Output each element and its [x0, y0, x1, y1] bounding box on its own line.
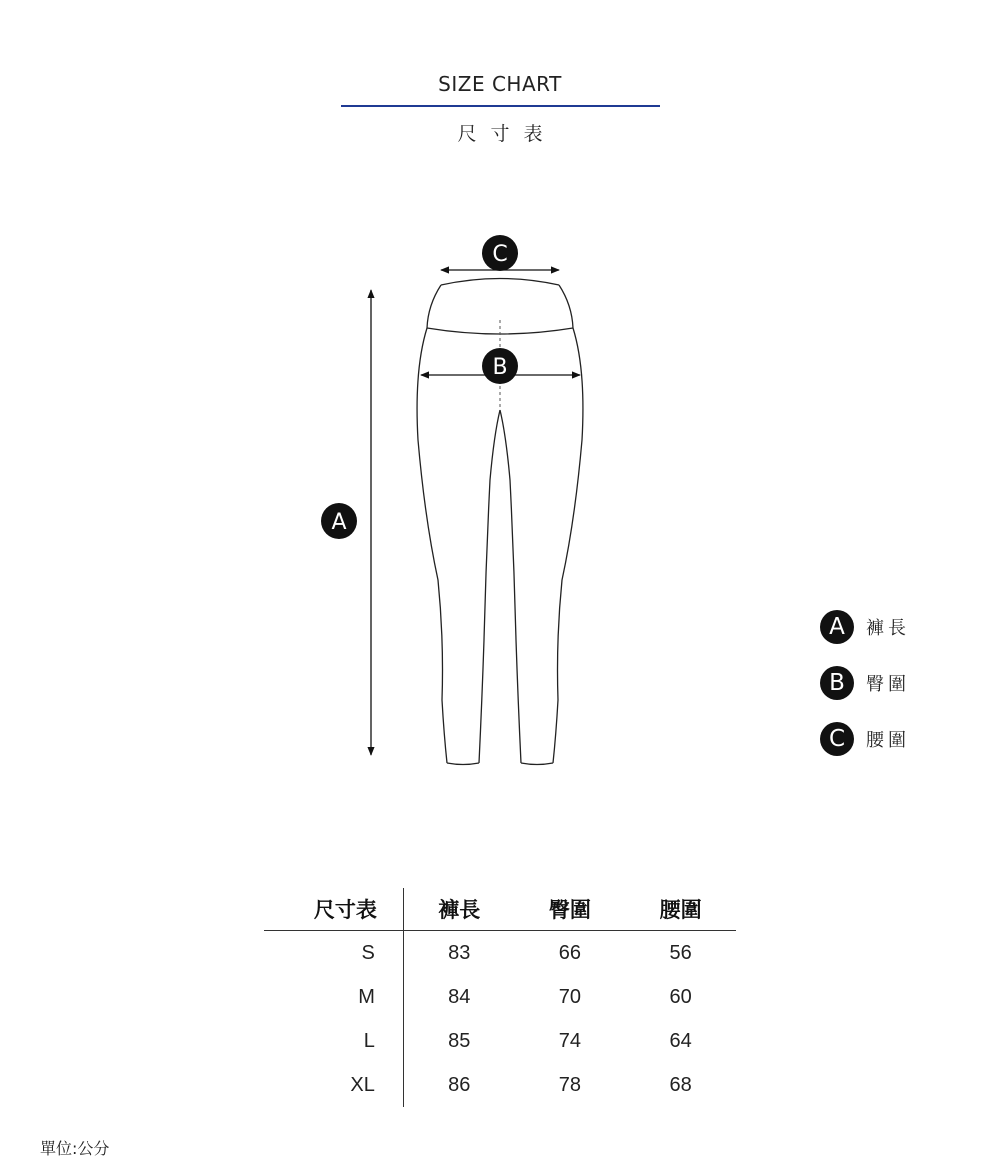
legend-badge-b: B	[820, 666, 854, 700]
page-subtitle: 尺寸表	[457, 123, 557, 145]
legend-label-c: 腰圍	[866, 730, 910, 751]
header-length: 褲長	[403, 888, 514, 931]
table-row	[264, 975, 736, 1019]
legend-label-a: 褲長	[866, 618, 910, 639]
cell-waist: 68	[669, 1073, 692, 1096]
table-row	[264, 1063, 736, 1107]
cell-waist: 60	[669, 985, 692, 1008]
cell-length: 85	[448, 1029, 471, 1052]
cell-hip: 78	[558, 1073, 582, 1096]
badge-a	[321, 503, 357, 539]
cell-size: S	[264, 931, 403, 976]
measurement-legend	[820, 610, 940, 778]
size-table	[264, 888, 736, 1107]
badge-c-label: C	[492, 242, 508, 267]
cell-size: L	[264, 1019, 403, 1063]
cell-hip: 74	[558, 1029, 582, 1052]
cell-waist: 64	[669, 1029, 692, 1052]
legend-item-c	[820, 722, 940, 756]
table-row	[264, 931, 736, 976]
table-row	[264, 1019, 736, 1063]
cell-waist: 56	[669, 941, 692, 964]
cell-size: XL	[264, 1063, 403, 1107]
badge-b-label: B	[492, 355, 508, 380]
legend-label-b: 臀圍	[866, 674, 910, 695]
legend-item-a	[820, 610, 940, 644]
badge-c	[482, 235, 518, 271]
table-header-row	[264, 888, 736, 931]
cell-length: 84	[448, 985, 471, 1008]
cell-hip: 70	[558, 985, 582, 1008]
badge-b	[482, 348, 518, 384]
cell-hip: 66	[558, 941, 582, 964]
header-size: 尺寸表	[264, 888, 403, 931]
legend-badge-c: C	[820, 722, 854, 756]
header-hip: 臀圍	[515, 888, 626, 931]
cell-length: 83	[448, 941, 471, 964]
unit-note: 單位:公分	[40, 1139, 110, 1158]
page-title: SIZE CHART	[438, 72, 562, 96]
cell-size: M	[264, 975, 403, 1019]
legend-item-b	[820, 666, 940, 700]
cell-length: 86	[448, 1073, 471, 1096]
badge-a-label: A	[331, 510, 347, 535]
legend-badge-a: A	[820, 610, 854, 644]
header-waist: 腰圍	[625, 888, 736, 931]
